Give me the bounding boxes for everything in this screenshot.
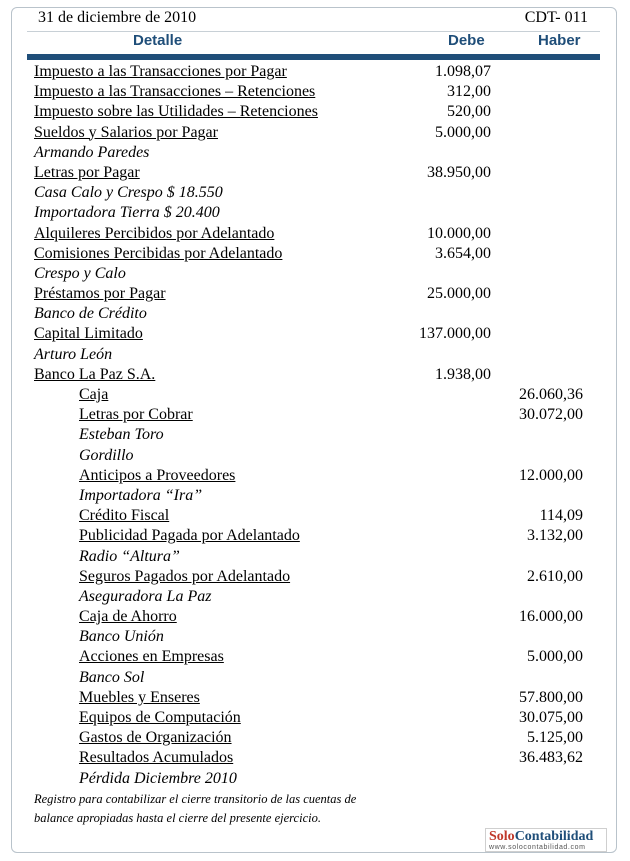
debe-amount: 5.000,00	[435, 123, 491, 141]
account-name: Impuesto a las Transacciones – Retenciones	[34, 83, 316, 101]
debe-amount: 3.654,00	[435, 244, 491, 262]
account-name: Gastos de Organización	[79, 729, 232, 747]
journal-line	[0, 244, 630, 264]
haber-amount: 5.125,00	[527, 729, 583, 747]
journal-line	[0, 728, 630, 748]
debe-amount: 1.938,00	[435, 365, 491, 383]
account-note: Casa Calo y Crespo $ 18.550	[34, 184, 223, 202]
journal-line	[0, 748, 630, 768]
journal-line	[0, 587, 630, 607]
journal-line	[0, 486, 630, 506]
journal-line	[0, 324, 630, 344]
entry-date: 31 de diciembre de 2010	[38, 9, 197, 26]
account-name: Letras por Pagar	[34, 163, 140, 181]
journal-line	[0, 183, 630, 203]
journal-line	[0, 425, 630, 445]
account-name: Letras por Cobrar	[79, 406, 193, 424]
journal-line	[0, 224, 630, 244]
account-name: Sueldos y Salarios por Pagar	[34, 123, 218, 141]
column-header-debe: Debe	[448, 32, 485, 49]
account-note: Esteban Toro	[79, 426, 164, 444]
account-name: Alquileres Percibidos por Adelantado	[34, 224, 275, 242]
haber-amount: 30.075,00	[519, 709, 583, 726]
account-name: Anticipos a Proveedores	[79, 466, 236, 484]
haber-amount: 36.483,62	[519, 749, 583, 767]
journal-line	[0, 607, 630, 627]
account-name: Crédito Fiscal	[79, 507, 170, 525]
account-name: Impuesto a las Transacciones por Pagar	[34, 63, 287, 80]
journal-line	[0, 647, 630, 667]
account-name: Comisiones Percibidas por Adelantado	[34, 244, 283, 262]
journal-line	[0, 446, 630, 466]
debe-amount: 137.000,00	[419, 325, 491, 343]
account-name: Banco La Paz S.A.	[34, 365, 156, 383]
debe-amount: 25.000,00	[427, 285, 491, 303]
debe-amount: 38.950,00	[427, 163, 491, 181]
account-note: Crespo y Calo	[34, 264, 126, 282]
solocontabilidad-logo	[485, 828, 607, 852]
account-name: Publicidad Pagada por Adelantado	[79, 527, 300, 545]
haber-amount: 30.072,00	[519, 406, 583, 424]
entry-code: CDT- 011	[524, 9, 588, 26]
journal-line	[0, 284, 630, 304]
haber-amount: 16.000,00	[519, 608, 583, 626]
account-name: Caja	[79, 386, 109, 403]
journal-line	[0, 82, 630, 102]
debe-amount: 520,00	[447, 103, 491, 121]
journal-line	[0, 405, 630, 425]
logo-url: www.solocontabilidad.com	[489, 844, 586, 851]
haber-amount: 5.000,00	[527, 648, 583, 666]
account-note: Radio “Altura”	[79, 547, 180, 565]
header-top-rule	[27, 31, 600, 32]
debe-amount: 1.098,07	[435, 63, 491, 80]
haber-amount: 2.610,00	[527, 567, 583, 585]
journal-line	[0, 143, 630, 163]
account-name: Impuesto sobre las Utilidades – Retenciones	[34, 103, 318, 121]
account-note: Importadora Tierra $ 20.400	[34, 204, 220, 222]
header-bar	[27, 54, 600, 60]
haber-amount: 57.800,00	[519, 688, 583, 706]
account-name: Seguros Pagados por Adelantado	[79, 567, 291, 585]
journal-line	[0, 345, 630, 365]
account-note: Aseguradora La Paz	[79, 587, 212, 605]
haber-amount: 114,09	[539, 507, 583, 525]
account-note: Arturo León	[34, 345, 113, 363]
journal-line	[0, 203, 630, 223]
column-header-haber: Haber	[538, 32, 581, 49]
account-name: Resultados Acumulados	[79, 749, 234, 767]
logo-word-solo: Solo	[489, 829, 515, 844]
journal-line	[0, 365, 630, 385]
account-note: Armando Paredes	[34, 143, 150, 161]
journal-line	[0, 769, 630, 789]
journal-line	[0, 163, 630, 183]
journal-line	[0, 62, 630, 82]
journal-line	[0, 304, 630, 324]
journal-line	[0, 567, 630, 587]
account-name: Caja de Ahorro	[79, 608, 177, 626]
journal-line	[0, 668, 630, 688]
journal-entry-lines	[0, 62, 630, 789]
logo-wordmark	[489, 829, 593, 845]
account-note: Banco de Crédito	[34, 305, 147, 323]
account-note: Banco Unión	[79, 628, 164, 646]
journal-line	[0, 506, 630, 526]
journal-line	[0, 547, 630, 567]
entry-description: Registro para contabilizar el cierre transitorio de las cuentas de balance apropiadas hasta el cierre del presente ejercicio.	[34, 792, 357, 825]
journal-line	[0, 123, 630, 143]
account-note: Pérdida Diciembre 2010	[79, 769, 237, 787]
account-name: Capital Limitado	[34, 325, 143, 343]
journal-line	[0, 385, 630, 405]
haber-amount: 3.132,00	[527, 527, 583, 545]
journal-line	[0, 708, 630, 728]
haber-amount: 26.060,36	[519, 386, 583, 403]
account-note: Banco Sol	[79, 668, 145, 686]
journal-line	[0, 526, 630, 546]
column-header-detalle: Detalle	[133, 32, 183, 49]
journal-line	[0, 688, 630, 708]
account-name: Préstamos por Pagar	[34, 285, 166, 303]
journal-line	[0, 264, 630, 284]
account-name: Equipos de Computación	[79, 709, 241, 726]
journal-line	[0, 102, 630, 122]
journal-line	[0, 466, 630, 486]
account-name: Muebles y Enseres	[79, 688, 200, 706]
logo-word-contabilidad: Contabilidad	[514, 829, 594, 844]
account-note: Gordillo	[79, 446, 134, 464]
haber-amount: 12.000,00	[519, 466, 583, 484]
debe-amount: 312,00	[447, 83, 491, 101]
journal-line	[0, 627, 630, 647]
account-name: Acciones en Empresas	[79, 648, 224, 666]
account-note: Importadora “Ira”	[79, 486, 203, 504]
debe-amount: 10.000,00	[427, 224, 491, 242]
